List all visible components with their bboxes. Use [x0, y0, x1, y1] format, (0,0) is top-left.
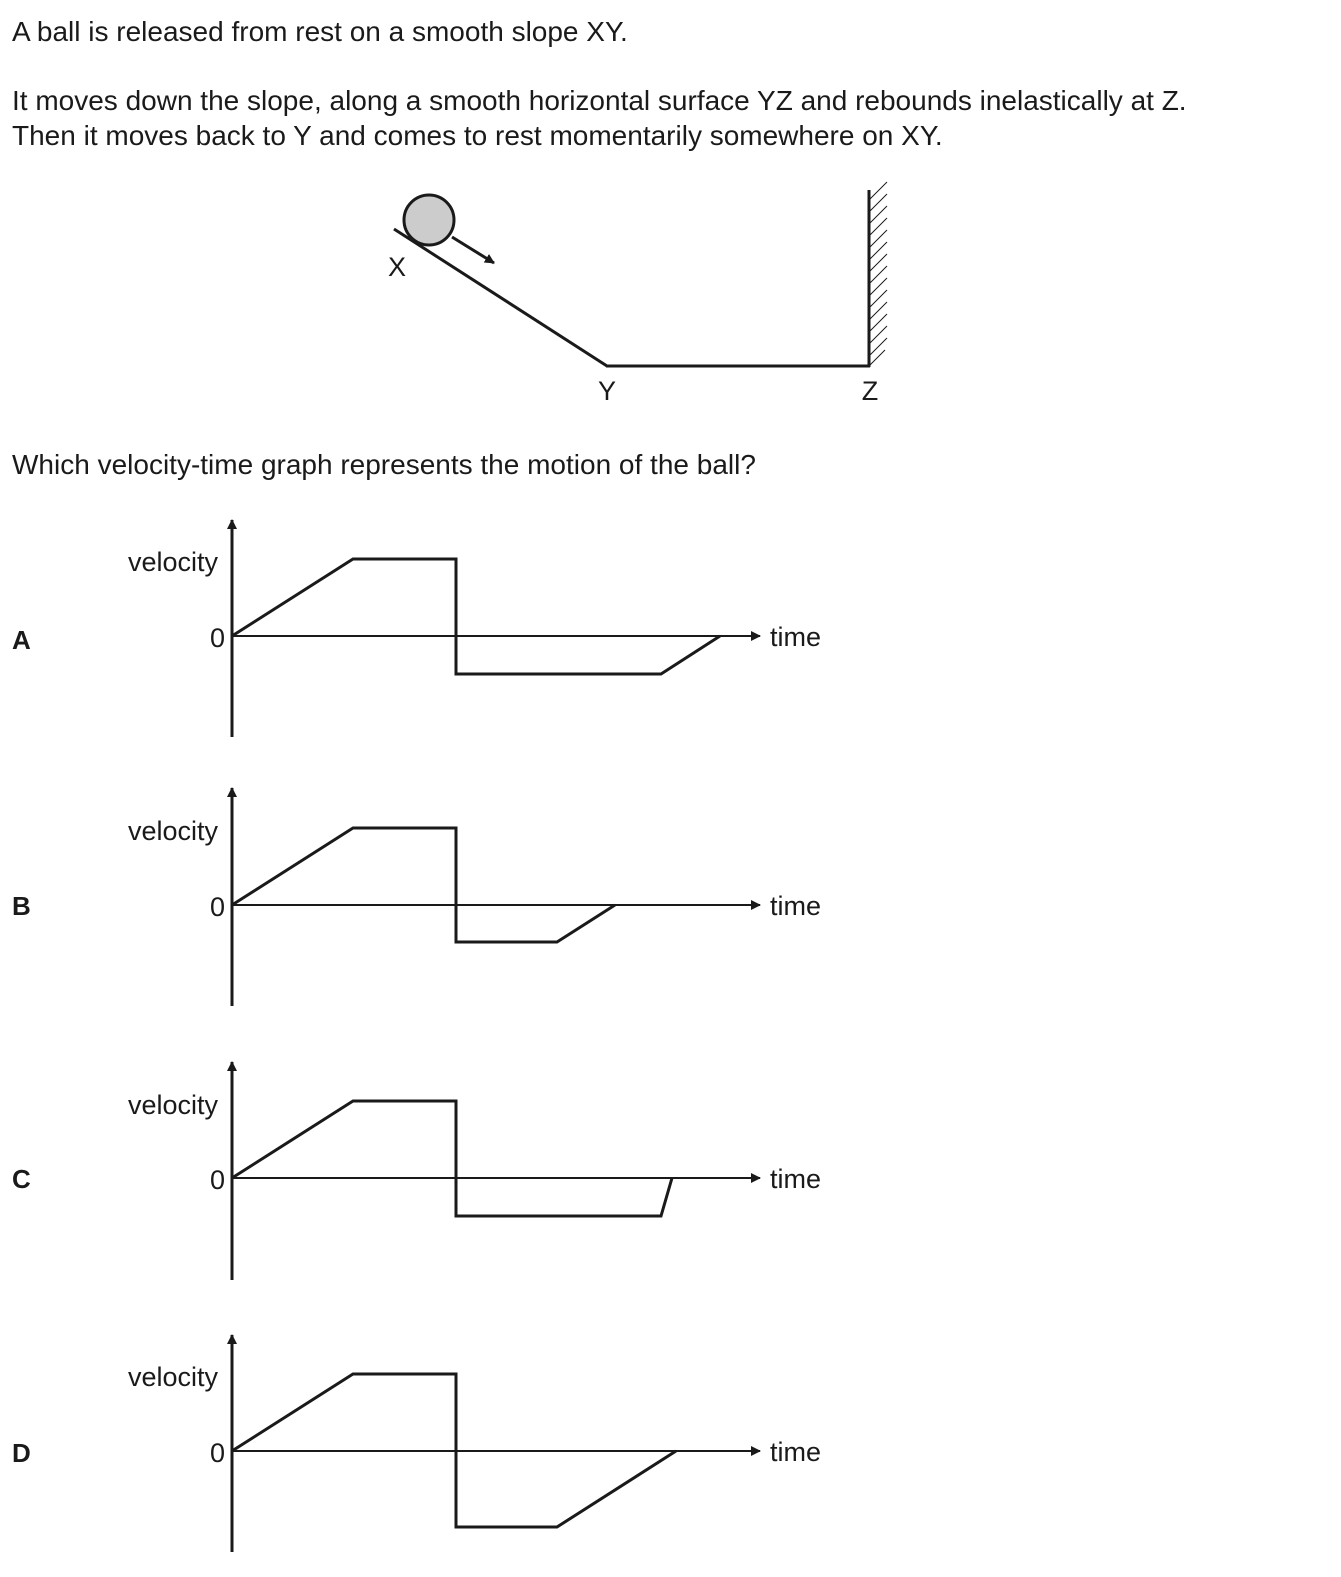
graph-c: [12, 1062, 821, 1280]
velocity-trace: [232, 559, 720, 674]
graph-d: [12, 1335, 821, 1552]
label-x: X: [387, 252, 407, 282]
velocity-trace: [232, 828, 615, 942]
question-body-line-1: It moves down the slope, along a smooth horizontal surface YZ and rebounds inelastically at Z.: [12, 85, 1187, 116]
motion-arrow: [452, 237, 494, 263]
time-axis-label: time: [770, 1164, 822, 1194]
option-label: C: [12, 1164, 31, 1194]
velocity-axis-label: velocity: [127, 1362, 218, 1392]
time-axis-label: time: [770, 1437, 822, 1467]
graph-b: [12, 788, 821, 1006]
option-label: B: [12, 891, 31, 921]
time-axis-label: time: [770, 891, 822, 921]
slope-xy: [394, 229, 607, 366]
ball: [404, 195, 454, 245]
velocity-axis-label: velocity: [127, 816, 218, 846]
origin-label: 0: [209, 1165, 225, 1195]
time-axis-label: time: [770, 622, 822, 652]
slope-diagram: [388, 182, 887, 406]
label-z: Z: [861, 376, 879, 406]
question-body-line-2: Then it moves back to Y and comes to rest momentarily somewhere on XY.: [12, 120, 943, 151]
origin-label: 0: [209, 892, 225, 922]
label-y: Y: [597, 376, 617, 406]
origin-label: 0: [209, 1438, 225, 1468]
option-label: A: [12, 625, 31, 655]
wall-hatching: [869, 182, 887, 366]
velocity-axis-label: velocity: [127, 547, 218, 577]
origin-label: 0: [209, 623, 225, 653]
velocity-trace: [232, 1101, 672, 1216]
question-prompt: Which velocity-time graph represents the motion of the ball?: [12, 449, 756, 480]
option-label: D: [12, 1438, 31, 1468]
velocity-axis-label: velocity: [127, 1090, 218, 1120]
question-intro: A ball is released from rest on a smooth slope XY.: [12, 16, 628, 47]
graph-a: [12, 520, 821, 737]
